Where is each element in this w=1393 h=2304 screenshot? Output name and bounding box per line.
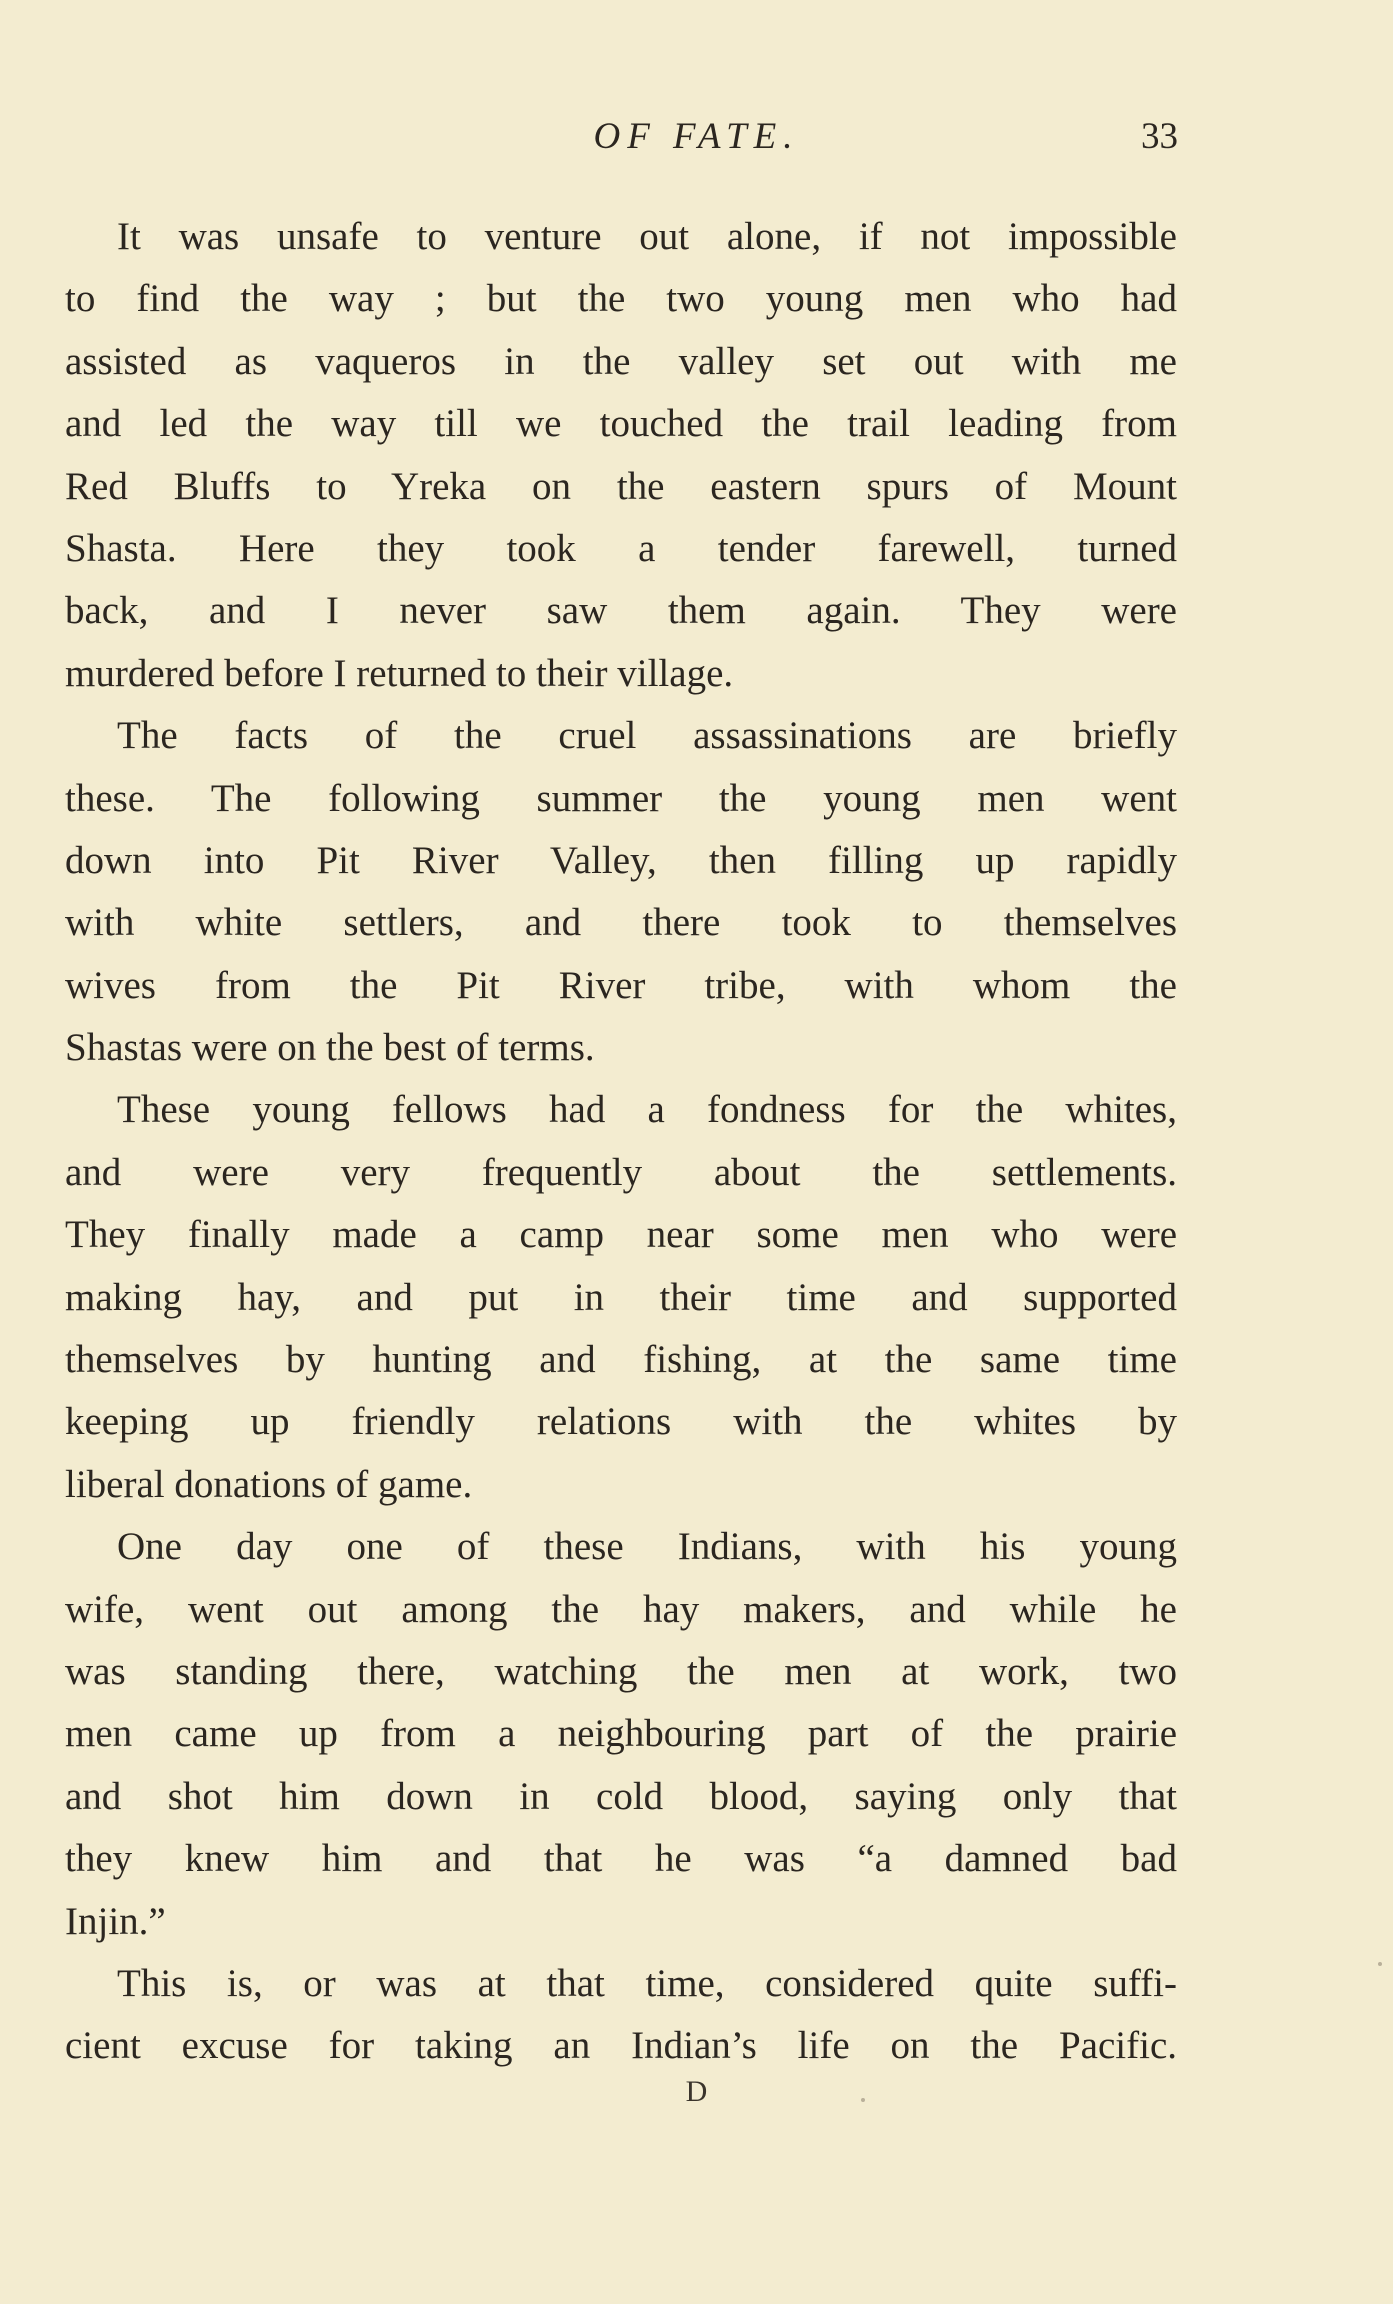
paragraph — [65, 206, 1177, 705]
text-line: Red Bluffs to Yreka on the eastern spurs of Mount — [65, 464, 1177, 508]
text-line: One day one of these Indians, with his young — [117, 1525, 1177, 1569]
text-line: It was unsafe to venture out alone, if not impossible — [117, 215, 1177, 258]
body-text — [65, 206, 1177, 2078]
text-line: with white settlers, and there took to themselves — [65, 901, 1177, 945]
running-title: OF FATE. — [593, 116, 800, 157]
text-line: liberal donations of game. — [65, 1462, 473, 1506]
paragraph — [65, 705, 1177, 1079]
text-line: wives from the Pit River tribe, with whom the — [65, 963, 1177, 1007]
text-line: down into Pit River Valley, then filling up rapidly — [65, 838, 1177, 882]
text-line: These young fellows had a fondness for the whites, — [117, 1088, 1177, 1132]
text-line: wife, went out among the hay makers, and while he — [65, 1587, 1177, 1631]
text-line: and were very frequently about the settlements. — [65, 1150, 1177, 1194]
text-line: murdered before I returned to their village. — [65, 651, 734, 695]
page-number: 33 — [1141, 116, 1178, 157]
text-line: was standing there, watching the men at work, two — [65, 1649, 1177, 1693]
text-line: and shot him down in cold blood, saying only that — [65, 1774, 1177, 1818]
text-line: assisted as vaqueros in the valley set out with me — [65, 339, 1177, 383]
text-line: they knew him and that he was “a damned bad — [65, 1837, 1177, 1881]
text-line: themselves by hunting and fishing, at the same time — [65, 1338, 1177, 1382]
paragraph — [65, 1516, 1177, 1953]
text-line: This is, or was at that time, considered quite suffi- — [117, 1961, 1177, 2005]
text-line: these. The following summer the young men went — [65, 776, 1177, 820]
paragraph — [65, 1953, 1177, 2078]
paragraph — [65, 1079, 1177, 1516]
text-line: They finally made a camp near some men who were — [65, 1213, 1177, 1257]
text-line: to find the way ; but the two young men who had — [65, 277, 1177, 321]
text-line: cient excuse for taking an Indian’s life on the Pacific. — [65, 2024, 1177, 2068]
text-line: men came up from a neighbouring part of the prairie — [65, 1712, 1177, 1756]
text-line: Injin.” — [65, 1899, 166, 1943]
text-line: making hay, and put in their time and supported — [65, 1275, 1177, 1319]
text-line: The facts of the cruel assassinations are briefly — [117, 714, 1177, 758]
text-line: Shastas were on the best of terms. — [65, 1026, 595, 1070]
text-line: Shasta. Here they took a tender farewell, turned — [65, 526, 1177, 570]
running-head — [0, 112, 1393, 162]
text-line: and led the way till we touched the trail leading from — [65, 402, 1177, 446]
paper-speck — [1378, 1962, 1382, 1966]
text-line: keeping up friendly relations with the whites by — [65, 1400, 1177, 1444]
paper-speck — [861, 2098, 865, 2102]
signature-mark: D — [685, 2075, 708, 2108]
text-line: back, and I never saw them again. They were — [65, 589, 1177, 633]
